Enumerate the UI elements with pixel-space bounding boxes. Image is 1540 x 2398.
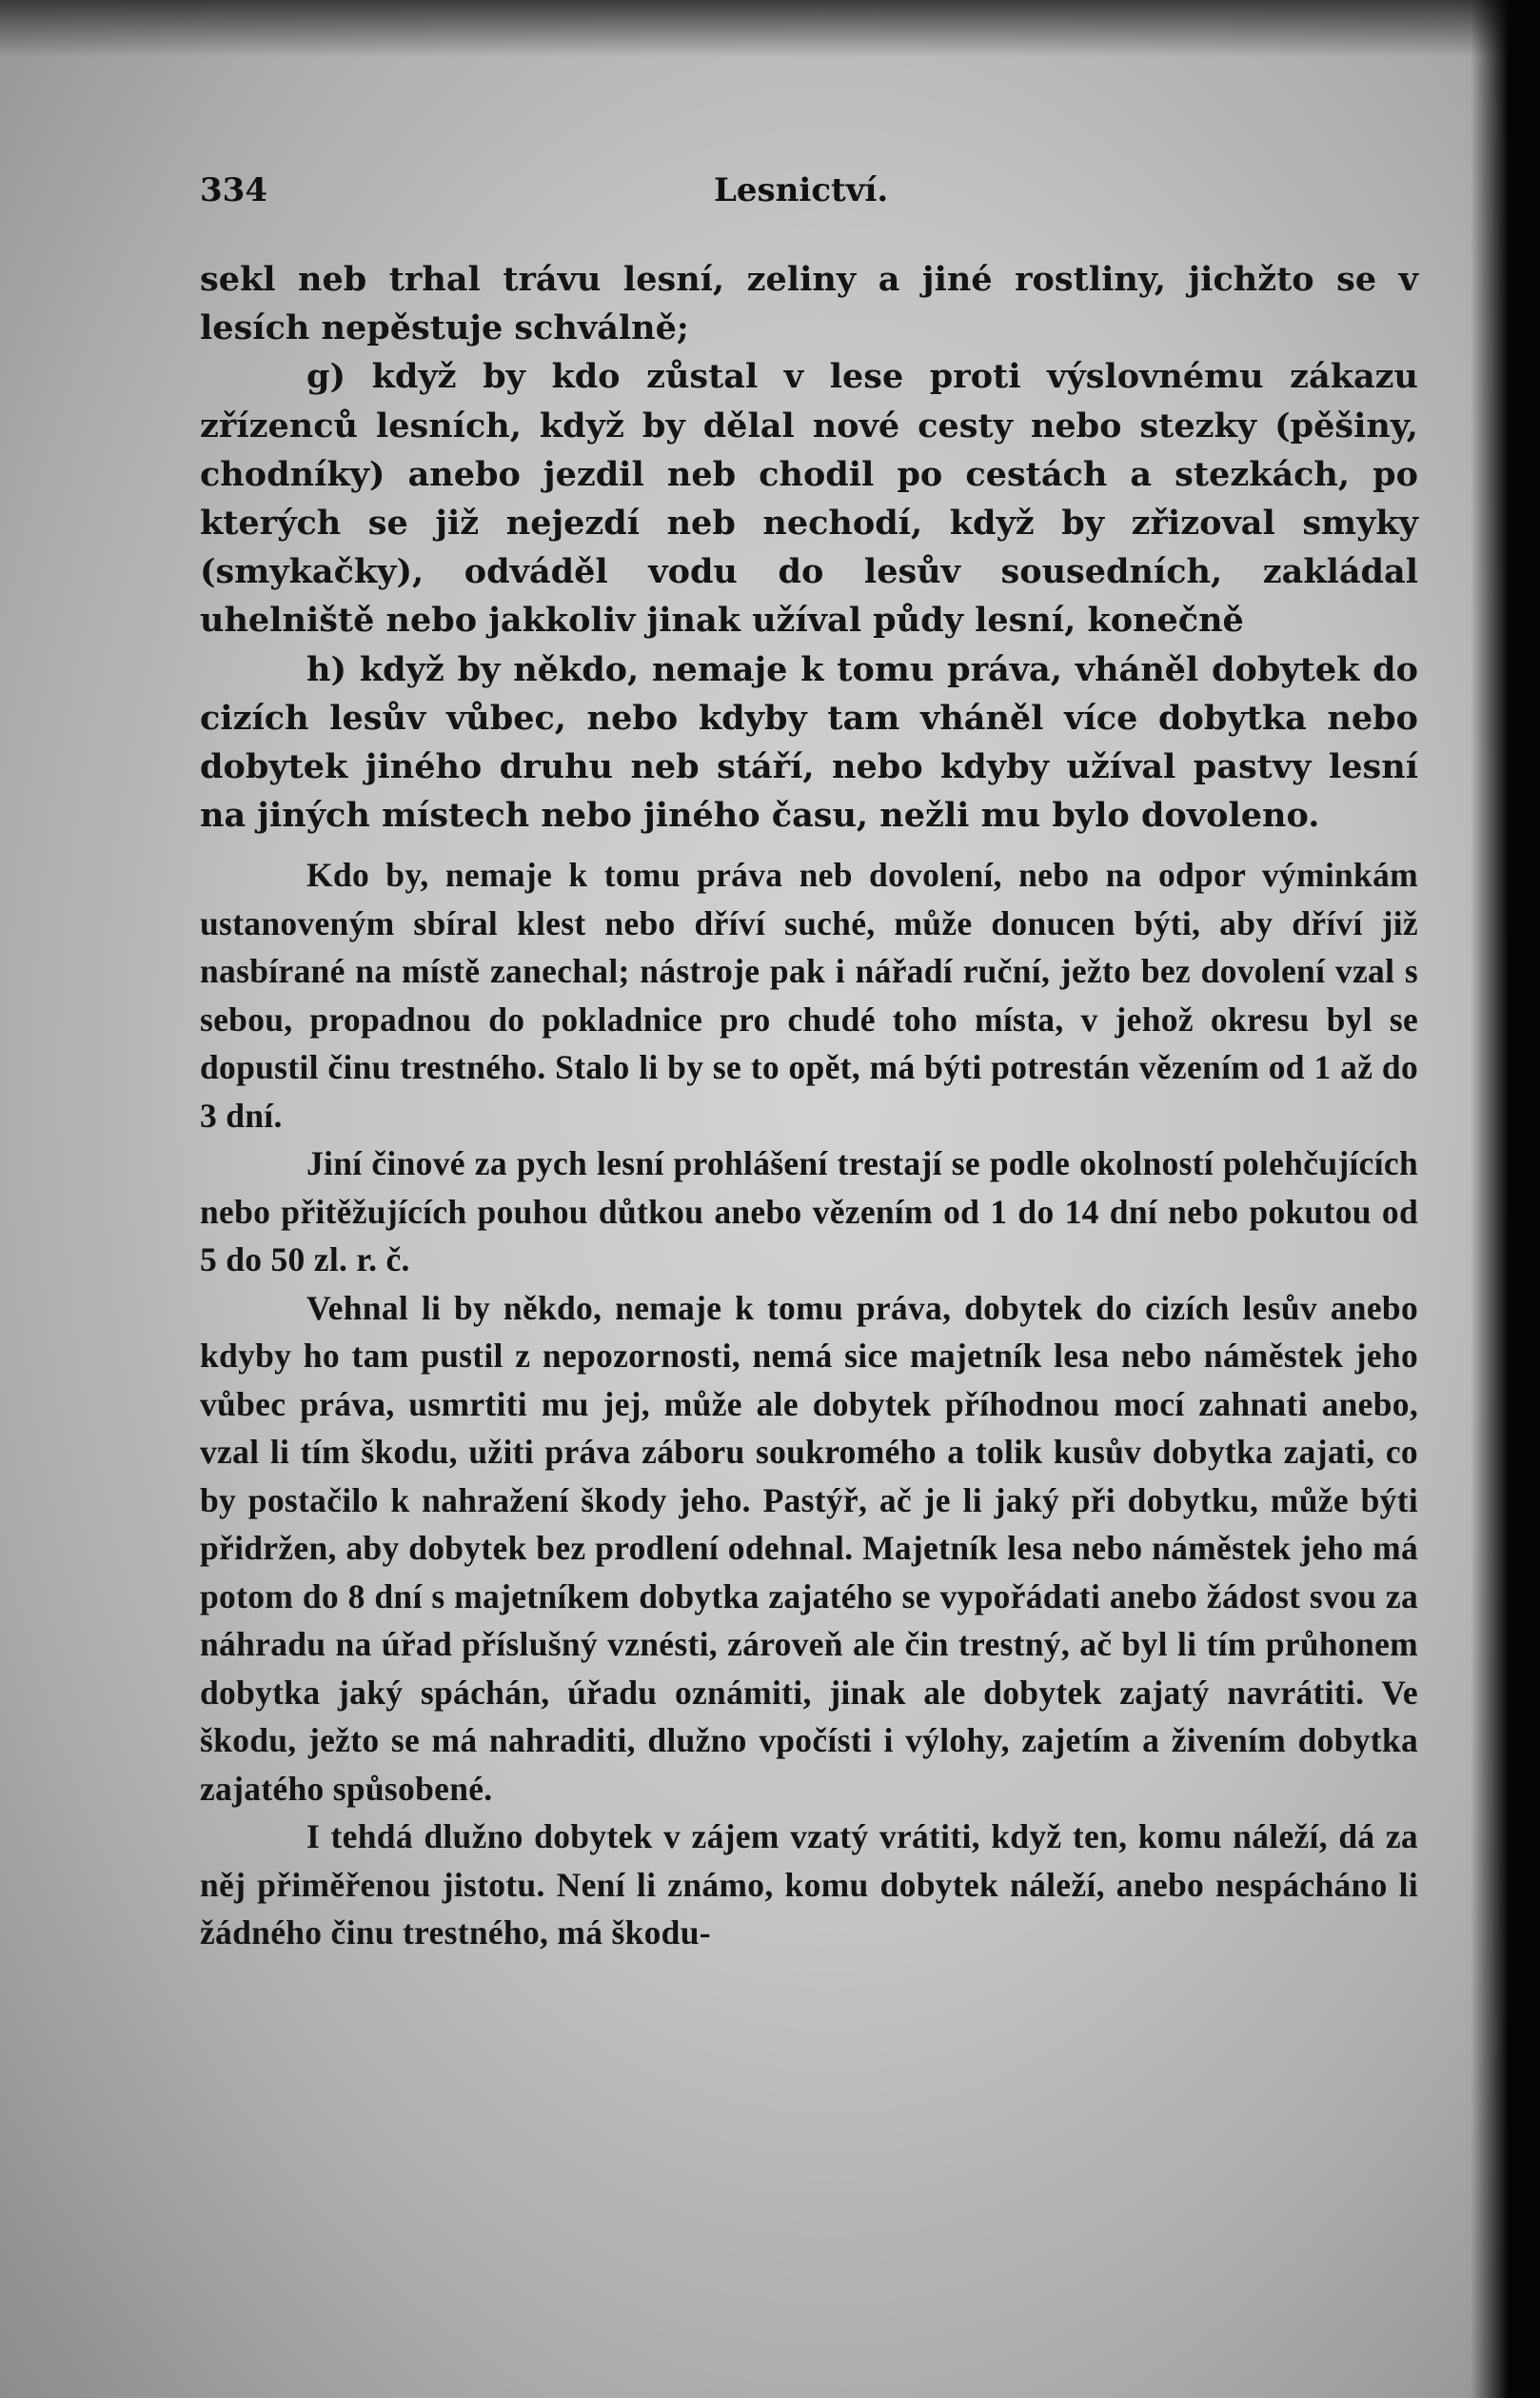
paragraph-brushwood: Kdo by, nemaje k tomu práva neb dovolení, nebo na odpor výminkám ustanoveným sbíral klest nebo dříví suché, může donucen býti, aby dříví již nasbírané na místě zanechal; nástroje pak i nářadí ruční, ježto bez dovolení vzal s sebou, propadnou do pokladnice pro chudé toho místa, v jehož okresu byl se dopustil činu trestného. Stalo li by se to opět, má býti potrestán vězením od 1 až do 3 dní. <box>200 856 1418 1135</box>
page-shadow-top <box>0 0 1509 57</box>
page-number: 334 <box>200 171 267 209</box>
paragraph-item-h: h) když by někdo, nemaje k tomu práva, vháněl dobytek do cizích lesův vůbec, nebo kdyby tam vháněl více dobytka nebo dobytek jiného druhu neb stáří, nebo kdyby užíval pastvy lesní na jiných místech nebo jiného času, nežli mu bylo dovoleno. <box>200 649 1418 836</box>
paragraph-item-g: g) když by kdo zůstal v lese proti výslovnému zákazu zřízenců lesních, když by dělal nové cesty nebo stezky (pěšiny, chodníky) anebo jezdil neb chodil po cestách a stezkách, po kterých se již nejezdí neb nechodí, když by zřizoval smyky (smykačky), odváděl vodu do lesův sousedních, zakládal uhelniště nebo jakkoliv jinak užíval půdy lesní, konečně <box>200 357 1418 641</box>
paragraph-continuation: sekl neb trhal trávu lesní, zeliny a jiné rostliny, jichžto se v lesích nepěstuje schválně; <box>200 260 1418 348</box>
page-shadow-right <box>1471 0 1509 2398</box>
paragraph-penalties: Jiní činové za pych lesní prohlášení trestají se podle okolností polehčujících nebo přitěžujících pouhou důtkou anebo vězením od 1 do 14 dní nebo pokutou od 5 do 50 zl. r. č. <box>200 1144 1418 1279</box>
paragraph-livestock: Vehnal li by někdo, nemaje k tomu práva, dobytek do cizích lesův anebo kdyby ho tam pustil z nepozornosti, nemá sice majetník lesa nebo náměstek jeho vůbec práva, usmrtiti mu jej, může ale dobytek příhodnou mocí zahnati anebo, vzal li tím škodu, užiti práva záboru soukromého a tolik kusův dobytka zajati, co by postačilo k nahražení škody jeho. Pastýř, ač je li jaký při dobytku, může býti přidržen, aby dobytek bez prodlení odehnal. Majetník lesa nebo náměstek jeho má potom do 8 dní s majetníkem dobytka zajatého se vypořádati anebo žádost svou za náhradu na úřad příslušný vznésti, zároveň ale čin trestný, ač byl li tím průhonem dobytka jaký spáchán, úřadu oznámiti, jinak ale dobytek zajatý navrátiti. Ve škodu, ježto se má nahraditi, dlužno vpočísti i výlohy, zajetím a živením dobytka zajatého spůsobené. <box>200 1288 1418 1808</box>
paragraph-return-livestock: I tehdá dlužno dobytek v zájem vzatý vrátiti, když ten, komu náleží, dá za něj přiměřenou jistotu. Není li známo, komu dobytek náleží, anebo nespácháno li žádného činu trestného, má škodu- <box>200 1817 1418 1952</box>
body-text <box>200 255 1418 1957</box>
running-title: Lesnictví. <box>714 171 889 209</box>
page-header <box>200 171 1418 223</box>
